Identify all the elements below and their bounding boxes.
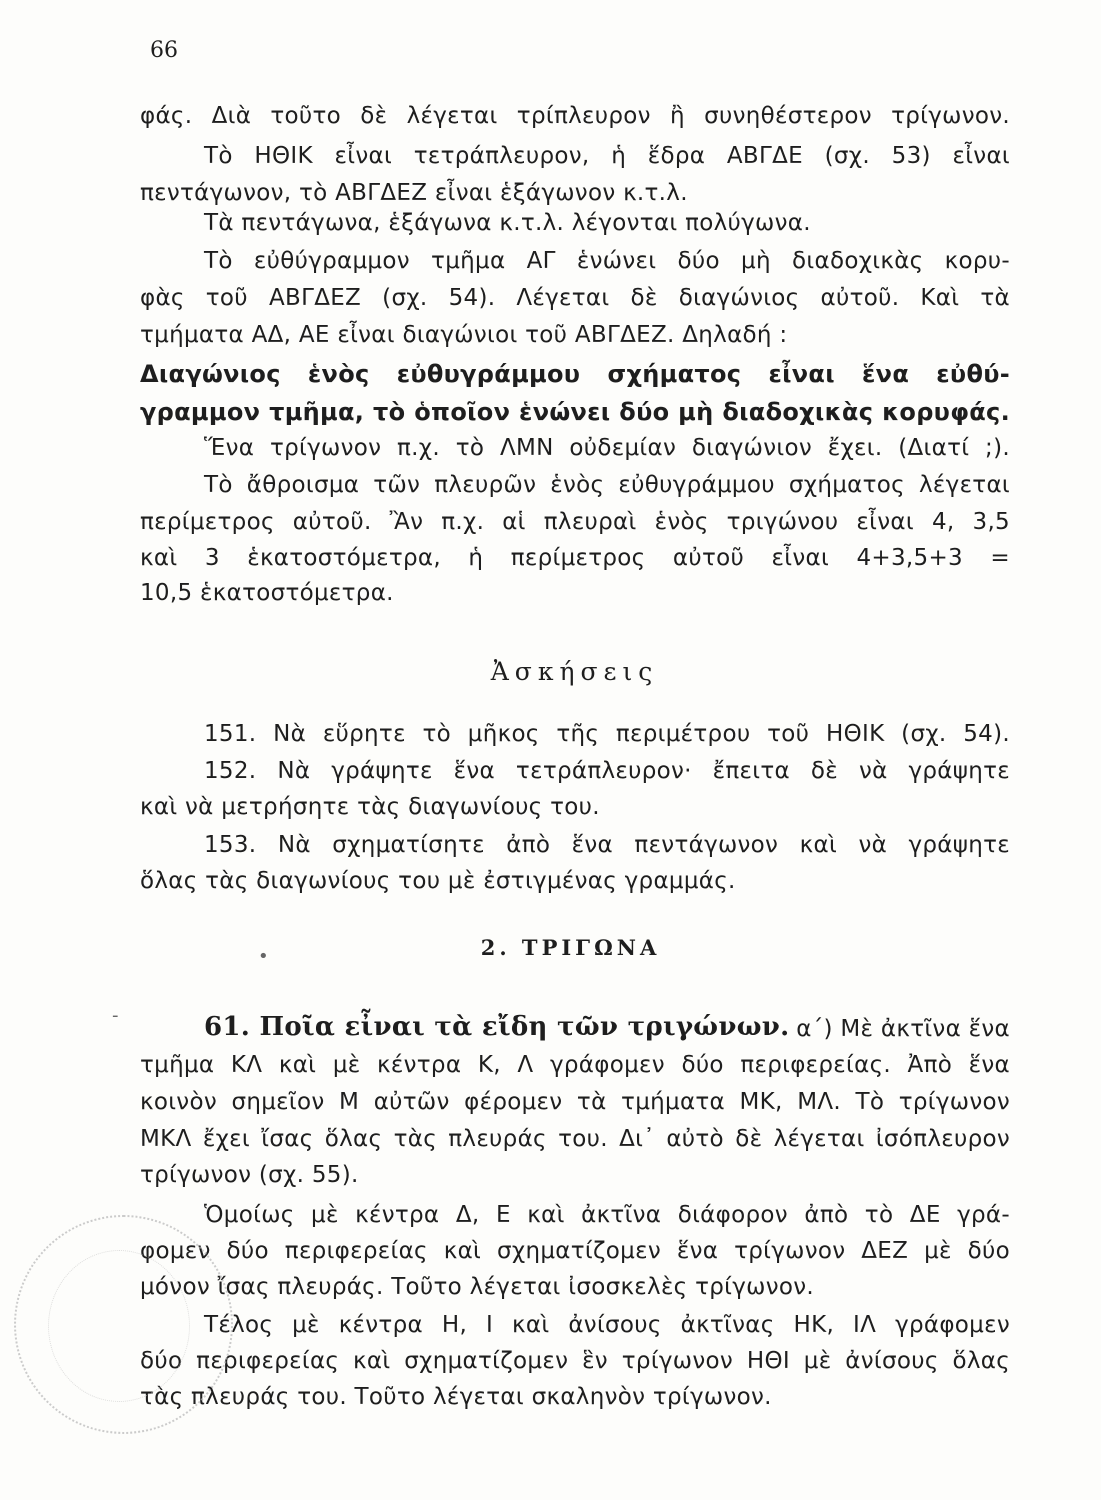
text-line: τὰς πλευράς του. Τοῦτο λέγεται σκαληνὸν τρίγωνον. [140, 1384, 772, 1410]
text-line: τρίγωνον (σχ. 55). [140, 1162, 359, 1188]
text-line: Ὁμοίως μὲ κέντρα Δ, Ε καὶ ἀκτῖνα διάφορον ἀπὸ τὸ ΔΕ γρά- [204, 1202, 1010, 1228]
text-line: περίμετρος αὐτοῦ. Ἂν π.χ. αἱ πλευραὶ ἑνὸς τριγώνου εἶναι 4, 3,5 [140, 509, 1010, 535]
exercise-line: 151. Νὰ εὕρητε τὸ μῆκος τῆς περιμέτρου τοῦ ΗΘΙΚ (σχ. 54). [204, 721, 1010, 747]
library-stamp-inner [48, 1250, 190, 1402]
text-line: ΜΚΛ ἔχει ἴσας ὅλας τὰς πλευράς του. Δι᾿ αὐτὸ δὲ λέγεται ἰσόπλευρον [140, 1126, 1010, 1152]
exercise-line: καὶ νὰ μετρήσητε τὰς διαγωνίους του. [140, 794, 600, 820]
text-line: Τὸ ΗΘΙΚ εἶναι τετράπλευρον, ἡ ἕδρα ΑΒΓΔΕ (σχ. 53) εἶναι [204, 143, 1010, 169]
section-heading: 61. Ποῖα εἶναι τὰ εἴδη τῶν τριγώνων. [204, 1012, 790, 1042]
text-line: κοινὸν σημεῖον Μ αὐτῶν φέρομεν τὰ τμήματα ΜΚ, ΜΛ. Τὸ τρίγωνον [140, 1089, 1010, 1115]
text-line: δύο περιφερείας καὶ σχηματίζομεν ἓν τρίγωνον ΗΘΙ μὲ ἀνίσους ὅλας [140, 1348, 1010, 1374]
exercise-line: 153. Νὰ σχηματίσητε ἀπὸ ἕνα πεντάγωνον καὶ νὰ γράψητε [204, 832, 1010, 858]
text-line: Τὸ εὐθύγραμμον τμῆμα ΑΓ ἑνώνει δύο μὴ διαδοχικὰς κορυ- [204, 248, 1010, 274]
text-line: φομεν δύο περιφερείας καὶ σχηματίζομεν ἕνα τρίγωνον ΔΕΖ μὲ δύο [140, 1238, 1010, 1264]
margin-mark: - [112, 1005, 119, 1026]
text-line: Ἕνα τρίγωνον π.χ. τὸ ΛΜΝ οὐδεμίαν διαγώνιον ἔχει. (Διατί ;). [204, 435, 1010, 461]
text-line: Τέλος μὲ κέντρα Η, Ι καὶ ἀνίσους ἀκτῖνας ΗΚ, ΙΛ γράφομεν [204, 1312, 1010, 1338]
text-line: α΄) Μὲ ἀκτῖνα ἕνα [796, 1016, 1010, 1042]
text-line: τμήματα ΑΔ, ΑΕ εἶναι διαγώνιοι τοῦ ΑΒΓΔΕΖ. Δηλαδή : [140, 322, 788, 348]
definition-line: Διαγώνιος ἑνὸς εὐθυγράμμου σχήματος εἶναι ἕνα εὐθύ- [140, 360, 1010, 388]
text-line: Τὰ πεντάγωνα, ἑξάγωνα κ.τ.λ. λέγονται πολύγωνα. [204, 210, 811, 236]
page-number: 66 [150, 38, 178, 63]
text-line: πεντάγωνον, τὸ ΑΒΓΔΕΖ εἶναι ἑξάγωνον κ.τ.λ. [140, 180, 688, 206]
exercises-title: Ἀσκήσεις [490, 657, 659, 686]
section-title: 2. ΤΡΙΓΩΝΑ [480, 935, 661, 960]
text-line: 10,5 ἑκατοστόμετρα. [140, 580, 394, 606]
text-line: φάς. Διὰ τοῦτο δὲ λέγεται τρίπλευρον ἢ συνηθέστερον τρίγωνον. [140, 103, 1010, 129]
exercise-line: 152. Νὰ γράψητε ἕνα τετράπλευρον· ἔπειτα δὲ νὰ γράψητε [204, 758, 1010, 784]
margin-mark: • [258, 946, 269, 967]
text-line: καὶ 3 ἑκατοστόμετρα, ἡ περίμετρος αὐτοῦ εἶναι 4+3,5+3 = [140, 545, 1010, 571]
exercise-line: ὅλας τὰς διαγωνίους του μὲ ἐστιγμένας γραμμάς. [140, 868, 736, 894]
text-line: μόνον ἴσας πλευράς. Τοῦτο λέγεται ἰσοσκελὲς τρίγωνον. [140, 1274, 814, 1300]
text-line: Τὸ ἄθροισμα τῶν πλευρῶν ἑνὸς εὐθυγράμμου σχήματος λέγεται [204, 472, 1010, 498]
definition-line: γραμμον τμῆμα, τὸ ὁποῖον ἑνώνει δύο μὴ διαδοχικὰς κορυφάς. [140, 398, 1010, 426]
text-line: φὰς τοῦ ΑΒΓΔΕΖ (σχ. 54). Λέγεται δὲ διαγώνιος αὐτοῦ. Καὶ τὰ [140, 285, 1010, 311]
text-line: τμῆμα ΚΛ καὶ μὲ κέντρα Κ, Λ γράφομεν δύο περιφερείας. Ἀπὸ ἕνα [140, 1052, 1010, 1078]
